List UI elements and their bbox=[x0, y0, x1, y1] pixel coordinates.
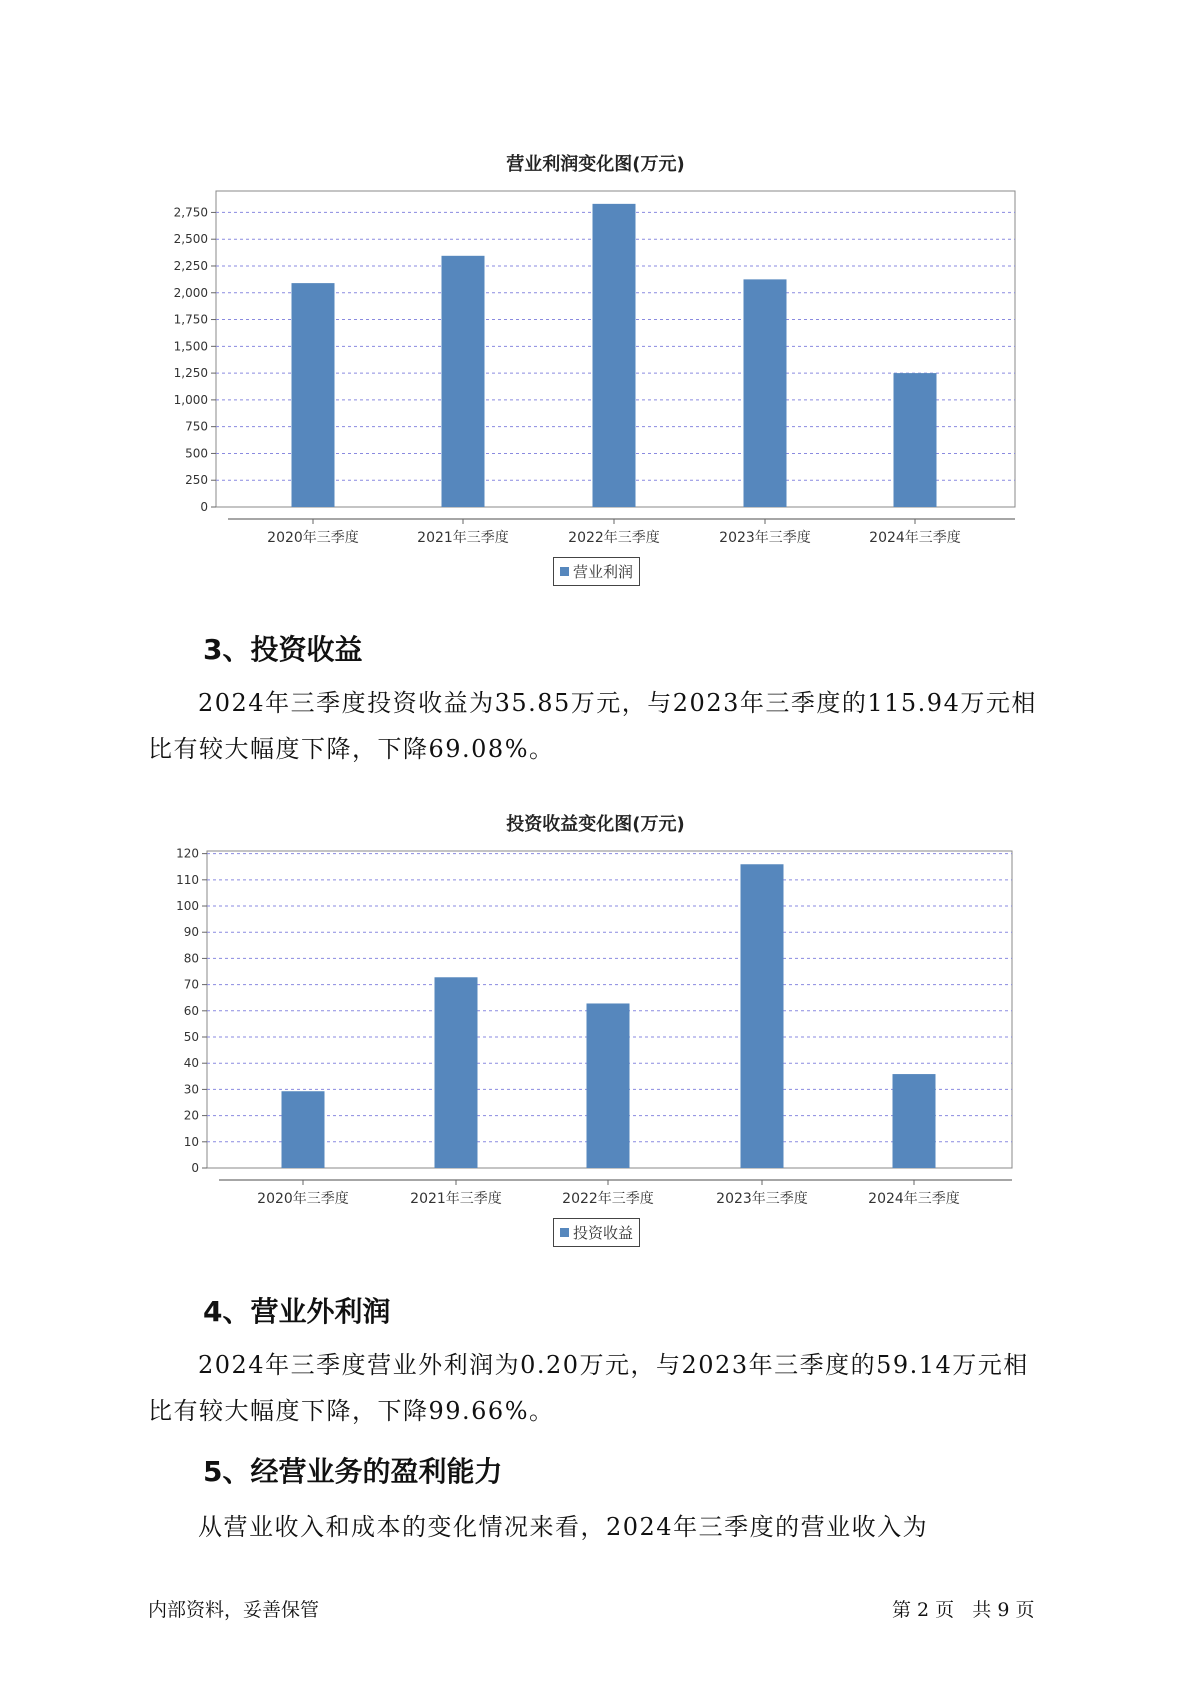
section4-paragraph bbox=[148, 1342, 1068, 1434]
x-tick-label: 2023年三季度 bbox=[716, 1191, 808, 1207]
y-tick-label: 2,750 bbox=[173, 205, 208, 220]
section5-heading: 5、经营业务的盈利能力 bbox=[203, 1455, 503, 1488]
y-tick-label: 70 bbox=[183, 977, 199, 992]
chart2-legend-label: 投资收益 bbox=[573, 1224, 634, 1242]
chart2-legend bbox=[553, 1218, 640, 1247]
y-tick-label: 0 bbox=[200, 500, 208, 514]
section5-paragraph bbox=[148, 1504, 1068, 1550]
section4-heading: 4、营业外利润 bbox=[203, 1295, 391, 1328]
y-tick-label: 1,500 bbox=[173, 339, 208, 354]
x-tick-label: 2020年三季度 bbox=[267, 530, 359, 546]
footer-confidential: 内部资料，妥善保管 bbox=[148, 1599, 320, 1621]
y-tick-label: 1,250 bbox=[173, 366, 208, 381]
y-tick-label: 60 bbox=[183, 1003, 199, 1018]
x-tick-label: 2020年三季度 bbox=[257, 1191, 349, 1207]
y-tick-label: 90 bbox=[183, 925, 199, 940]
x-tick-label: 2021年三季度 bbox=[410, 1191, 502, 1207]
bar-2022年三季度 bbox=[587, 1003, 630, 1168]
y-tick-label: 110 bbox=[176, 872, 199, 887]
y-tick-label: 20 bbox=[183, 1108, 199, 1123]
x-tick-label: 2022年三季度 bbox=[562, 1191, 654, 1207]
chart1-legend-label: 营业利润 bbox=[573, 563, 634, 581]
x-tick-label: 2022年三季度 bbox=[568, 530, 660, 546]
x-tick-label: 2024年三季度 bbox=[868, 1191, 960, 1207]
y-tick-label: 1,000 bbox=[173, 392, 208, 407]
y-tick-label: 2,250 bbox=[173, 258, 208, 273]
chart1-title: 营业利润变化图(万元) bbox=[506, 154, 685, 175]
x-tick-label: 2024年三季度 bbox=[869, 530, 961, 546]
section3-line2: 比有较大幅度下降，下降69.08%。 bbox=[148, 735, 555, 763]
section4-line1: 2024年三季度营业外利润为0.20万元，与2023年三季度的59.14万元相 bbox=[198, 1351, 1029, 1379]
y-tick-label: 80 bbox=[183, 951, 199, 966]
y-tick-label: 750 bbox=[185, 419, 208, 434]
y-tick-label: 1,750 bbox=[173, 312, 208, 327]
y-tick-label: 10 bbox=[183, 1134, 199, 1149]
y-tick-label: 2,500 bbox=[173, 232, 208, 247]
footer-page-number: 第 2 页 共 9 页 bbox=[892, 1599, 1035, 1621]
section4-line2: 比有较大幅度下降，下降99.66%。 bbox=[148, 1397, 555, 1425]
x-tick-label: 2021年三季度 bbox=[417, 530, 509, 546]
y-tick-label: 100 bbox=[176, 899, 199, 914]
bar-2023年三季度 bbox=[741, 864, 784, 1168]
y-tick-label: 2,000 bbox=[173, 285, 208, 300]
section3-line1: 2024年三季度投资收益为35.85万元，与2023年三季度的115.94万元相 bbox=[198, 689, 1037, 717]
x-tick-label: 2023年三季度 bbox=[719, 530, 811, 546]
y-tick-label: 50 bbox=[183, 1030, 199, 1045]
y-tick-label: 0 bbox=[191, 1161, 199, 1175]
y-tick-label: 500 bbox=[185, 446, 208, 461]
y-tick-label: 30 bbox=[183, 1082, 199, 1097]
bar-2021年三季度 bbox=[435, 977, 478, 1168]
legend-swatch-icon bbox=[560, 1228, 569, 1237]
bar-2024年三季度 bbox=[893, 1074, 936, 1168]
section3-heading: 3、投资收益 bbox=[203, 633, 363, 666]
bar-2020年三季度 bbox=[282, 1091, 325, 1168]
y-tick-label: 40 bbox=[183, 1056, 199, 1071]
y-tick-label: 250 bbox=[185, 473, 208, 488]
y-tick-label: 120 bbox=[176, 846, 199, 861]
section5-line1: 从营业收入和成本的变化情况来看，2024年三季度的营业收入为 bbox=[198, 1513, 929, 1541]
chart2-title: 投资收益变化图(万元) bbox=[506, 814, 685, 835]
